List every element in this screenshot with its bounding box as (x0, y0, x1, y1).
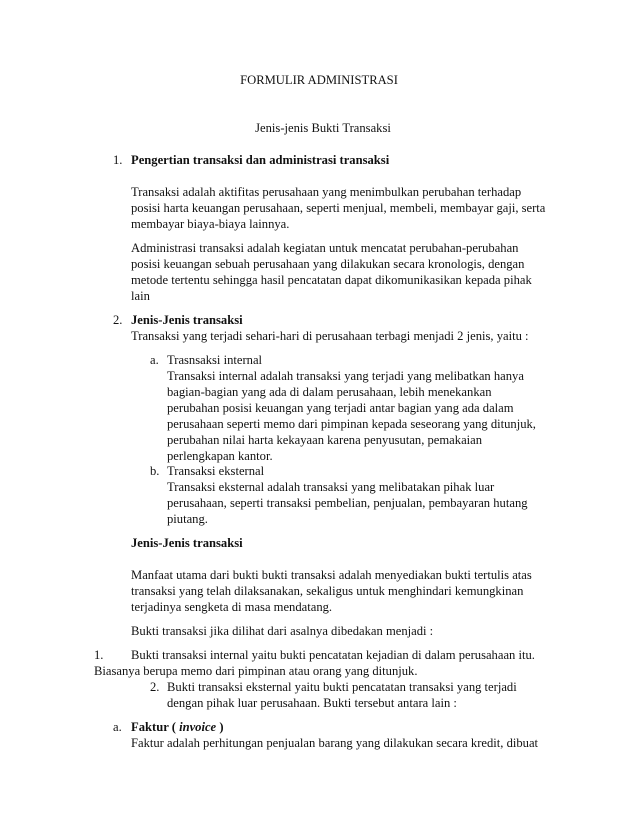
faktur-line: Faktur adalah perhitungan penjualan barang yang dilakukan secara kredit, dibuat (131, 736, 539, 750)
page-subtitle: Jenis-jenis Bukti Transaksi (255, 121, 391, 135)
section-1-para2-line: Administrasi transaksi adalah kegiatan untuk mencatat perubahan-perubahan (131, 241, 519, 255)
section-1-heading: Pengertian transaksi dan administrasi transaksi (131, 153, 390, 167)
section-3-para1-line: terjadinya sengketa di masa mendatang. (131, 600, 333, 614)
section-2-heading: Jenis-Jenis transaksi (131, 313, 243, 327)
faktur-paren-close: ) (219, 720, 224, 734)
bukti-item-1-line1: Bukti transaksi internal yaitu bukti pencatatan kejadian di dalam perusahaan itu. (131, 648, 535, 662)
faktur-term: invoice (179, 720, 217, 734)
faktur-title: Faktur (131, 720, 169, 734)
item-a-title: Trasnsaksi internal (167, 353, 263, 367)
section-1-para2-line: metode tertentu sehingga hasil pencatatan dapat dikomunikasikan kepada pihak (131, 273, 532, 287)
item-a-line: perlengkapan kantor. (167, 449, 273, 463)
item-a-line: perubahan posisi keuangan yang terjadi antar bagian yang ada dalam (167, 401, 514, 415)
item-a-marker: a. (150, 353, 159, 367)
bukti-item-2-line2: dengan pihak luar perusahaan. Bukti tersebut antara lain : (167, 696, 457, 710)
bukti-item-1-line2: Biasanya berupa memo dari pimpinan atau orang yang ditunjuk. (94, 664, 418, 678)
section-1-para1-line: posisi harta keuangan perusahaan, seperti menjual, membeli, membayar gaji, serta (131, 201, 546, 215)
bukti-item-2-line1: Bukti transaksi eksternal yaitu bukti pencatatan transaksi yang terjadi (167, 680, 517, 694)
section-1-para2-line: lain (131, 289, 150, 303)
section-1-number: 1. (113, 153, 123, 167)
bukti-item-1-number: 1. (94, 648, 104, 662)
item-a-line: Transaksi internal adalah transaksi yang terjadi yang melibatkan hanya (167, 369, 524, 383)
faktur-heading (131, 719, 224, 735)
item-a-line: perubahan nilai harta kekayaan karena penyusutan, pemakaian (167, 433, 483, 447)
section-2-intro: Transaksi yang terjadi sehari-hari di perusahaan terbagi menjadi 2 jenis, yaitu : (131, 329, 529, 343)
item-b-line: Transaksi eksternal adalah transaksi yang melibatakan pihak luar (167, 480, 495, 494)
section-2-number: 2. (113, 313, 123, 327)
bukti-item-2-number: 2. (150, 680, 160, 694)
faktur-paren-open: ( (171, 720, 176, 734)
item-b-title: Transaksi eksternal (167, 464, 265, 478)
section-3-heading: Jenis-Jenis transaksi (131, 536, 243, 550)
page-title: FORMULIR ADMINISTRASI (240, 73, 398, 87)
section-3-para2: Bukti transaksi jika dilihat dari asalnya dibedakan menjadi : (131, 624, 434, 638)
section-3-para1-line: transaksi yang telah dilaksanakan, sekaligus untuk menghindari kemungkinan (131, 584, 524, 598)
item-a-line: bagian-bagian yang ada di dalam perusahaan, lebih menekankan (167, 385, 492, 399)
section-1-para1-line: membayar biaya-biaya lainnya. (131, 217, 290, 231)
section-3-para1-line: Manfaat utama dari bukti bukti transaksi adalah menyediakan bukti tertulis atas (131, 568, 532, 582)
item-b-line: perusahaan, seperti transaksi pembelian, penjualan, pembayaran hutang (167, 496, 528, 510)
section-1-para1-line: Transaksi adalah aktifitas perusahaan yang menimbulkan perubahan terhadap (131, 185, 522, 199)
faktur-marker: a. (113, 720, 122, 734)
item-b-marker: b. (150, 464, 160, 478)
section-1-para2-line: posisi keuangan sebuah perusahaan yang dilakukan secara kronologis, dengan (131, 257, 525, 271)
item-a-line: perusahaan seperti memo dari pimpinan kepada seseorang yang ditunjuk, (167, 417, 536, 431)
item-b-line: piutang. (167, 512, 208, 526)
